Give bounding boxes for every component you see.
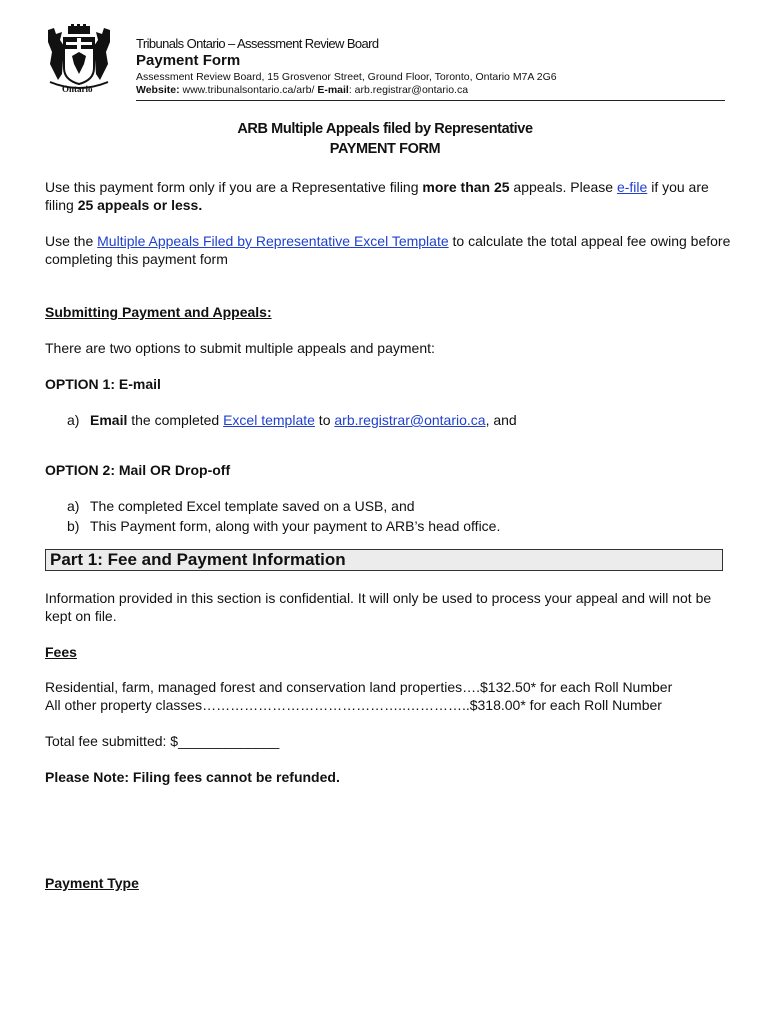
header-contact (136, 84, 468, 96)
refund-note: Please Note: Filing fees cannot be refunded. (45, 769, 340, 785)
intro-paragraph-1: Use this payment form only if you are a Representative filing more than 25 appeals. Please e-file if you are filing 25 appeals or less. (45, 179, 709, 213)
header-title: Payment Form (136, 52, 241, 69)
payment-type-heading: Payment Type (45, 875, 139, 891)
option2-item-a: a) The completed Excel template saved on a USB, and (67, 498, 415, 514)
email-label: E-mail (317, 84, 349, 96)
intro-paragraph-2: Use the Multiple Appeals Filed by Representative Excel Template to calculate the total appeal fee owing before completing this payment form (45, 233, 731, 267)
option1-item: a) Email the completed Excel template to arb.registrar@ontario.ca, and (67, 412, 517, 428)
registrar-email-link[interactable]: arb.registrar@ontario.ca (334, 412, 486, 428)
excel-template-link-2[interactable]: Excel template (223, 412, 315, 428)
website-label: Website: (136, 84, 180, 96)
website-value[interactable]: www.tribunalsontario.ca/arb/ (182, 84, 315, 96)
total-fee-field[interactable] (45, 732, 735, 750)
total-fee-label: Total fee submitted: $ (45, 733, 179, 749)
confidential-notice: Information provided in this section is confidential. It will only be used to process your appeal and will not be kept on file. (45, 590, 712, 624)
fees-heading: Fees (45, 644, 77, 660)
logo-caption: Ontario (62, 84, 93, 94)
header-address: Assessment Review Board, 15 Grosvenor Street, Ground Floor, Toronto, Ontario M7A 2G6 (136, 71, 557, 83)
fee-line-residential: Residential, farm, managed forest and conservation land properties….$132.50* for each Roll Number (45, 679, 673, 695)
option1-heading: OPTION 1: E-mail (45, 376, 161, 392)
ontario-logo (44, 24, 114, 98)
header-divider (136, 100, 725, 101)
submitting-heading: Submitting Payment and Appeals: (45, 304, 272, 320)
submitting-intro: There are two options to submit multiple appeals and payment: (45, 340, 435, 356)
excel-template-link[interactable]: Multiple Appeals Filed by Representative Excel Template (97, 233, 449, 249)
fee-line-other: All other property classes……………………………………..…………..$318.00* for each Roll Number (45, 697, 662, 713)
document-title: ARB Multiple Appeals filed by Representative (237, 121, 533, 137)
part1-section-header: Part 1: Fee and Payment Information (45, 549, 723, 571)
document-subtitle: PAYMENT FORM (329, 141, 441, 157)
total-fee-blank[interactable]: _____________ (178, 733, 280, 749)
email-value[interactable]: : arb.registrar@ontario.ca (348, 84, 469, 96)
e-file-link[interactable]: e-file (616, 179, 648, 195)
option2-item-b: b) This Payment form, along with your payment to ARB’s head office. (67, 518, 501, 534)
option2-heading: OPTION 2: Mail OR Drop-off (45, 462, 231, 478)
header-subtitle: Tribunals Ontario – Assessment Review Board (136, 36, 379, 51)
